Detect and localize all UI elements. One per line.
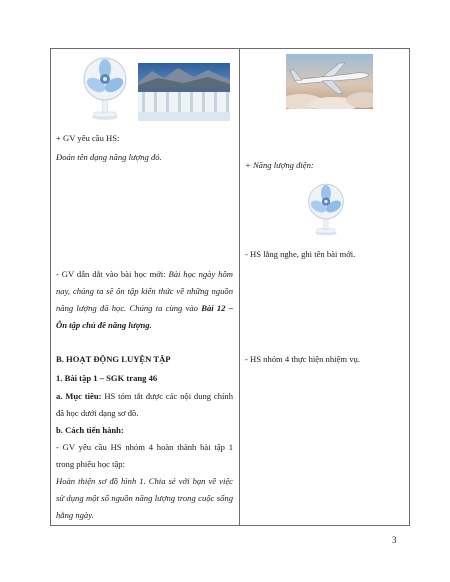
- objective-paragraph: [56, 388, 233, 422]
- section-b-heading: B. HOẠT ĐỘNG LUYỆN TẬP: [56, 354, 171, 364]
- intro-italic-text: Bài học ngày hôm nay, chúng ta sẽ ôn tập kiến thức về những nguồn năng lượng đã học. Chúng ta cùng vào: [56, 269, 233, 313]
- electric-fan-image: [76, 55, 134, 121]
- intro-prefix: - GV dẫn dắt vào bài học mới:: [56, 269, 169, 279]
- objective-text: HS tóm tắt được các nội dung chính đã học dưới dạng sơ đồ.: [56, 391, 233, 418]
- worksheet-task-text: Hoàn thiện sơ đồ hình 1. Chia sẻ với bạn về việc sử dụng một số nguồn năng lượng trong cuộc sống hằng ngày.: [56, 476, 233, 520]
- procedure-text: - GV yêu cầu HS nhóm 4 hoàn thành bài tập 1 trong phiếu học tập:: [56, 442, 233, 469]
- teacher-activity-column: [56, 49, 233, 525]
- exercise-heading: 1. Bài tập 1 – SGK trang 46: [56, 373, 158, 383]
- electric-fan-small-image: [302, 180, 350, 238]
- hydroelectric-dam-image: [138, 63, 230, 121]
- teacher-request-text: + GV yêu cầu HS:: [56, 133, 120, 143]
- guess-energy-prompt: Đoán tên dạng năng lượng đó.: [56, 152, 162, 162]
- procedure-heading: b. Cách tiến hành:: [56, 425, 124, 435]
- lesson-intro-paragraph: [56, 266, 233, 334]
- electric-energy-label: + Năng lượng điện:: [245, 160, 314, 170]
- page-number: 3: [392, 535, 397, 545]
- column-divider: [239, 49, 240, 525]
- listen-note-text: - HS lắng nghe, ghi tên bài mới.: [245, 249, 356, 259]
- objective-label: a. Mục tiêu:: [56, 391, 102, 401]
- airplane-image: [286, 54, 373, 109]
- lesson-table: [50, 48, 410, 526]
- lesson-title: Bài 12 – Ôn tập chủ đề năng lượng.: [56, 303, 234, 330]
- student-activity-column: [245, 49, 405, 525]
- group-task-text: - HS nhóm 4 thực hiện nhiệm vụ.: [245, 354, 360, 364]
